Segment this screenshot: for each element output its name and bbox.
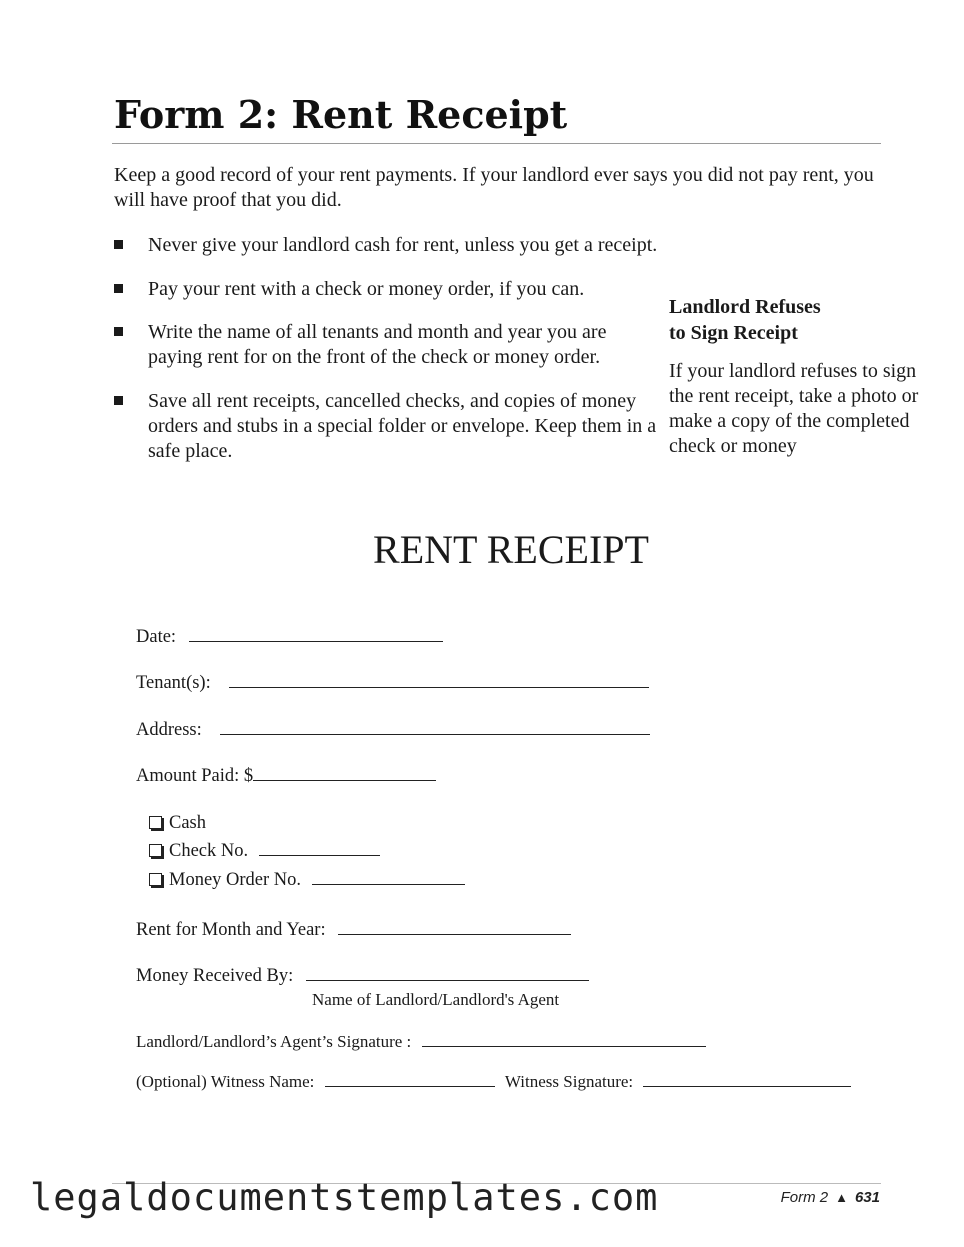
date-input-line[interactable] (189, 640, 443, 642)
sidebar-heading-line: Landlord Refuses (669, 296, 821, 318)
check-checkbox[interactable] (149, 844, 162, 857)
received-by-input-line[interactable] (306, 979, 589, 981)
witness-row (136, 1072, 851, 1092)
month-year-row (136, 920, 571, 941)
sidebar-heading (669, 294, 909, 346)
witness-name-label: (Optional) Witness Name: (136, 1072, 315, 1091)
bullet-square-icon (114, 284, 123, 293)
money-order-label: Money Order No. (169, 870, 302, 890)
page-label (781, 1189, 880, 1206)
check-label: Check No. (169, 841, 249, 861)
watermark: legaldocumentstemplates.com (30, 1176, 659, 1219)
month-year-input-line[interactable] (338, 933, 571, 935)
tip-text: Never give your landlord cash for rent, unless you get a receipt. (148, 234, 658, 256)
witness-signature-label: Witness Signature: (504, 1072, 634, 1091)
amount-label: Amount Paid: $ (136, 766, 254, 786)
tip-text: Pay your rent with a check or money order, if you can. (148, 278, 585, 300)
sidebar-heading-line: to Sign Receipt (669, 322, 798, 344)
bullet-square-icon (114, 327, 123, 336)
tenants-row (136, 673, 649, 694)
money-order-number-input-line[interactable] (312, 883, 465, 885)
triangle-icon: ▲ (835, 1190, 848, 1205)
receipt-title: RENT RECEIPT (373, 527, 649, 572)
tenants-input-line[interactable] (229, 686, 649, 688)
month-year-label: Rent for Month and Year: (136, 920, 326, 940)
signature-row (136, 1032, 706, 1052)
payment-option-check (149, 841, 380, 862)
payment-option-money-order (149, 870, 465, 891)
page-number: 631 (854, 1189, 880, 1206)
tenants-label: Tenant(s): (136, 673, 211, 693)
payment-option-cash (149, 813, 206, 834)
received-by-label: Money Received By: (136, 966, 294, 986)
intro-paragraph: Keep a good record of your rent payments. If your landlord ever says you did not pay rent, you will have proof that you did. (114, 164, 874, 211)
witness-signature-input-line[interactable] (643, 1085, 851, 1087)
sidebar-body: If your landlord refuses to sign the rent receipt, take a photo or make a copy of the completed check or money (669, 360, 919, 457)
tip-text: Save all rent receipts, cancelled checks, and copies of money orders and stubs in a special folder or envelope. Keep them in a safe place. (148, 390, 657, 462)
check-number-input-line[interactable] (259, 854, 380, 856)
bullet-square-icon (114, 240, 123, 249)
address-input-line[interactable] (220, 733, 650, 735)
title-divider (112, 143, 881, 144)
money-order-checkbox[interactable] (149, 873, 162, 886)
witness-name-input-line[interactable] (325, 1085, 495, 1087)
form-label: Form 2 (780, 1189, 829, 1206)
address-row (136, 720, 650, 741)
bullet-square-icon (114, 396, 123, 405)
received-by-caption: Name of Landlord/Landlord's Agent (312, 990, 560, 1009)
signature-label: Landlord/Landlord’s Agent’s Signature : (136, 1032, 412, 1051)
page-title: Form 2: Rent Receipt (114, 92, 568, 137)
amount-row (136, 766, 436, 787)
received-by-row (136, 966, 589, 987)
cash-checkbox[interactable] (149, 816, 162, 829)
tip-text: Write the name of all tenants and month and year you are paying rent for on the front of the check or money order. (148, 321, 607, 368)
signature-input-line[interactable] (422, 1045, 706, 1047)
address-label: Address: (136, 720, 202, 740)
amount-input-line[interactable] (253, 779, 436, 781)
date-row (136, 627, 443, 648)
cash-label: Cash (169, 813, 206, 833)
date-label: Date: (136, 627, 177, 647)
